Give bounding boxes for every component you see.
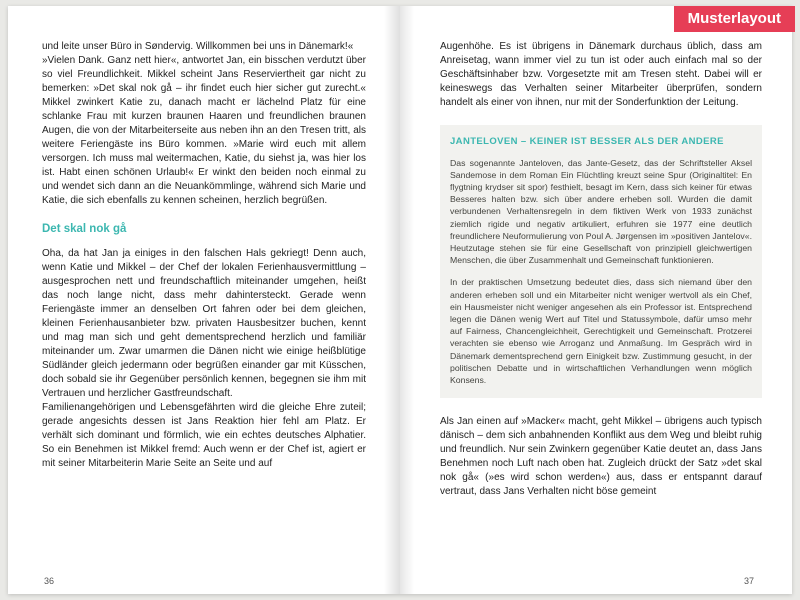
musterlayout-badge: Musterlayout (674, 6, 795, 32)
page-spread (8, 6, 792, 594)
body-paragraph: und leite unser Büro in Søndervig. Willkommen bei uns in Dänemark!« (42, 41, 354, 52)
right-page-text-column (440, 40, 762, 499)
right-page (400, 6, 792, 594)
page-number-right: 37 (743, 576, 754, 586)
info-box-paragraph: Das sogenannte Janteloven, das Jante-Gesetz, das der Schriftsteller Aksel Sandemose in dem Roman Ein Flüchtling kreuzt seine Spur (Originaltitel: En flygtning krydser sit spor) festhielt, besagt im Kern, dass sich keiner für etwas Besseres halten bzw. sich über andere erheben soll. Wurden die damit verbundenen Verhaltensregeln in dem fiktiven Werk von 1933 zunächst ziemlich rigide und negativ artikuliert, erfuhren sie 1977 eine deutlich freundlichere Neuformulierung von Poul A. Jørgensen im »positiven Jantelov«. Heutzutage stehen sie für eine Gesellschaft von prinzipiell gleichwertigen Menschen, die über Zusammenhalt und Gemeinschaft funktionieren. (450, 157, 752, 266)
body-paragraph: Als Jan einen auf »Macker« macht, geht Mikkel – übrigens auch typisch dänisch – dem sich anbahnenden Konflikt aus dem Weg und bleibt ruhig und freundlich. Nur sein Zwinkern gegenüber Katie deutet an, dass Jans Benehmen noch Luft nach oben hat. Zugleich drückt der Satz »det skal nok gå« (»es wird schon werden«) aus, dass er entspannt darauf vertraut, dass Jans Verhalten nicht böse gemeint (440, 416, 762, 498)
body-paragraph: Oha, da hat Jan ja einiges in den falschen Hals gekriegt! Denn auch, wenn Katie und Mikkel – der Chef der lokalen Ferienhausvermittlung – ausgesprochen nett und freundschaftlich miteinander umgehen, heißt das noch lange nicht, dass mehr dahintersteckt. Gerade wenn Feriengäste immer an denselben Ort fahren oder bei dem gleichen, kleinen Ferienhausanbieter bzw. privaten Hausbesitzer buchen, kennt und mag man sich und geht dementsprechend herzlich und familiär miteinander um. Zwar umarmen die Dänen nicht wie einige heißblütige Südländer gleich jedermann oder begrüßen einander gar mit Küsschen, doch sobald sie ihr Gegenüber persönlich kennen, begegnen sie ihm mit Vertrauen und herzlicher Gastfreundschaft. (42, 248, 366, 399)
janteloven-info-box (440, 125, 762, 398)
body-paragraph: Augenhöhe. Es ist übrigens in Dänemark durchaus üblich, dass am Anreisetag, wann immer viel zu tun ist oder auch einfach mal so der Geschäftsinhaber bzw. Vorgesetzte mit am Tresen steht. Dabei will er keineswegs das Verhalten seiner Mitarbeiter überprüfen, sondern handelt als einer von ihnen, nur mit der Sonderfunktion der Leitung. (440, 41, 762, 108)
body-paragraph: Familienangehörigen und Lebensgefährten wird die gleiche Ehre zuteil; gerade angesichts dessen ist Jans Reaktion hier fehl am Platz. Er verhält sich dominant und förmlich, wie ein echtes deutsches Alphatier. So ein Benehmen ist Mikkel fremd: Auch wenn er der Chef ist, agiert er mit seiner Mitarbeiterin Marie Seite an Seite und auf (42, 402, 366, 469)
left-page-text-column (42, 40, 366, 471)
page-number-left: 36 (44, 576, 55, 586)
info-box-paragraph: In der praktischen Umsetzung bedeutet dies, dass sich niemand über den anderen erheben soll und ein Mitarbeiter nicht weniger wertvoll als ein Chef, ein Hausmeister nicht weniger angesehen als ein Professor ist. Entsprechend legen die Dänen wenig Wert auf Titel und Statussymbole, dafür umso mehr auf Fairness, Chancengleichheit, Gerechtigkeit und Gemeinschaft. Protzerei verachten sie ebenso wie Arroganz und Anmaßung. Im Gespräch wird in Dänemark dementsprechend gern Einigkeit bzw. Zustimmung gesucht, in der politischen Debatte und in wirtschaftlichen Verhandlungen wenn möglich Konsens. (450, 277, 752, 385)
body-paragraph: »Vielen Dank. Ganz nett hier«, antwortet Jan, ein bisschen verdutzt über so viel Freundlichkeit. Mikkel scheint Jans Reserviertheit gar nicht zu bemerken: »Det skal nok gå – ihr findet euch hier sicher gut zurecht.« Mikkel zwinkert Katie zu, danach macht er lächelnd Platz für eine schlanke Frau mit kurzen braunen Haaren und freundlichen braunen Augen, die von der Mitarbeiterseite aus neben ihn an den Tresen tritt, als weitere Feriengäste ins Büro kommen. »Marie wird euch mit allem versorgen. Ich muss mal weitermachen, Katie, du siehst ja, was hier los ist. Habt einen schönen Urlaub!« Er winkt den beiden noch einmal zu und wendet sich dann an die Neuankömmlinge, während sich Marie und Katie, die sich ebenfalls zu kennen scheinen, herzlich begrüßen. (42, 55, 366, 206)
info-box-heading: JANTELOVEN – KEINER IST BESSER ALS DER ANDERE (450, 136, 724, 147)
left-page (8, 6, 400, 594)
section-heading: Det skal nok gå (42, 223, 127, 235)
